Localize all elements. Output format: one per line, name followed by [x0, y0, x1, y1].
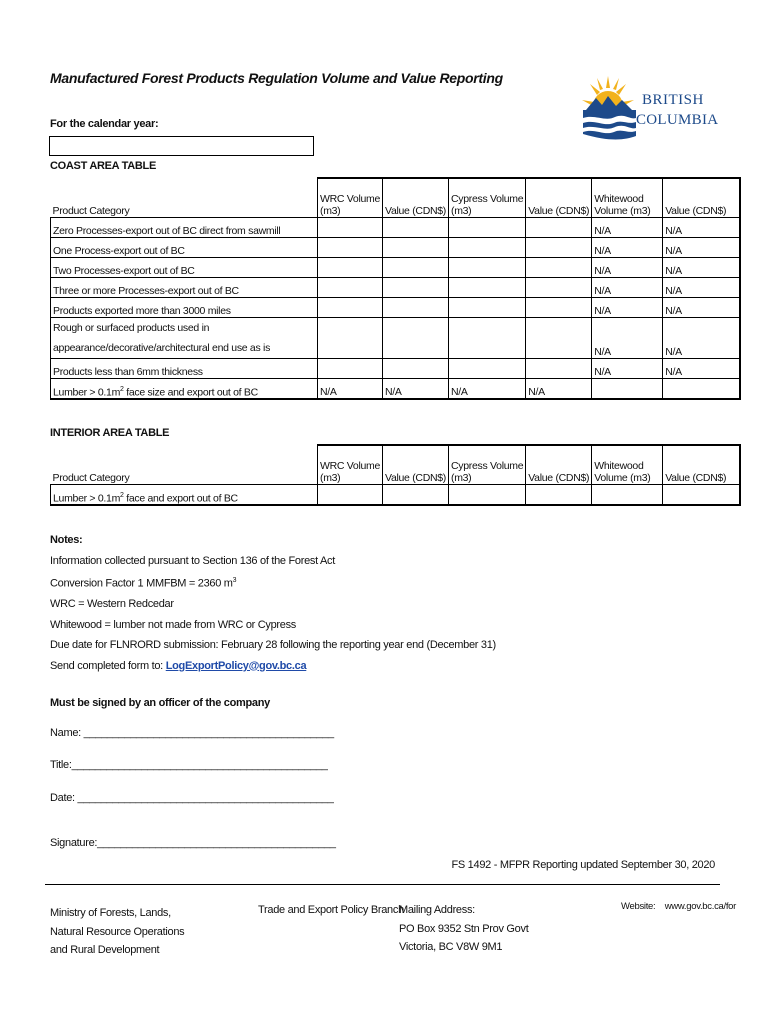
notes-heading: Notes:	[50, 534, 83, 546]
whitewood-volume-cell: N/A	[592, 298, 663, 318]
whitewood-volume-cell: N/A	[592, 318, 663, 359]
coast-header-row	[51, 178, 741, 218]
value-cell: N/A	[663, 318, 741, 359]
value-cell[interactable]	[526, 218, 592, 238]
name-field[interactable]: Name: ___________________________________________	[50, 727, 334, 739]
form-id: FS 1492 - MFPR Reporting updated September 30, 2020	[451, 859, 715, 871]
calendar-year-label: For the calendar year:	[50, 118, 159, 130]
header-product-category: Product Category	[51, 178, 318, 218]
wrc-volume-cell[interactable]	[318, 278, 383, 298]
table-row	[51, 218, 741, 238]
whitewood-volume-cell[interactable]	[592, 379, 663, 400]
whitewood-volume-cell: N/A	[592, 258, 663, 278]
header-value-1: Value (CDN$)	[383, 445, 449, 485]
value-cell: N/A	[383, 379, 449, 400]
value-cell[interactable]	[383, 318, 449, 359]
header-cypress-volume: Cypress Volume (m3)	[449, 445, 526, 485]
ministry-line: Ministry of Forests, Lands,	[50, 907, 171, 919]
value-cell: N/A	[663, 258, 741, 278]
website-label: Website:	[621, 901, 656, 912]
wrc-volume-cell[interactable]	[318, 238, 383, 258]
logo-text-columbia: COLUMBIA	[636, 112, 719, 128]
mailing-line: PO Box 9352 Stn Prov Govt	[399, 922, 529, 935]
value-cell[interactable]	[383, 359, 449, 379]
header-wrc-volume: WRC Volume (m3)	[318, 445, 383, 485]
signature-field[interactable]: Signature:_________________________________________	[50, 837, 336, 849]
value-cell[interactable]	[383, 298, 449, 318]
calendar-year-input[interactable]	[49, 136, 314, 156]
value-cell: N/A	[663, 218, 741, 238]
ministry-line: and Rural Development	[50, 944, 160, 956]
table-row	[51, 278, 741, 298]
value-cell[interactable]	[383, 218, 449, 238]
row-category: Three or more Processes-export out of BC	[51, 278, 318, 298]
row-category: Products exported more than 3000 miles	[51, 298, 318, 318]
table-row	[51, 298, 741, 318]
interior-area-table	[50, 444, 741, 506]
wrc-volume-cell[interactable]	[318, 298, 383, 318]
header-whitewood-volume: Whitewood Volume (m3)	[592, 445, 663, 485]
value-cell[interactable]	[526, 318, 592, 359]
value-cell[interactable]	[526, 278, 592, 298]
value-cell[interactable]	[526, 298, 592, 318]
header-value-2: Value (CDN$)	[526, 445, 592, 485]
table-row	[51, 359, 741, 379]
cypress-volume-cell[interactable]	[449, 218, 526, 238]
table-row	[51, 258, 741, 278]
value-cell: N/A	[663, 238, 741, 258]
notes-line: Send completed form to: LogExportPolicy@gov.bc.ca	[50, 659, 307, 672]
value-cell: N/A	[663, 278, 741, 298]
table-row	[51, 379, 741, 400]
cypress-volume-cell[interactable]	[449, 298, 526, 318]
mailing-line: Mailing Address:	[399, 904, 475, 916]
footer-divider	[45, 884, 720, 885]
mailing-address	[399, 901, 528, 957]
cypress-volume-cell[interactable]	[449, 485, 526, 506]
header-value-3: Value (CDN$)	[663, 445, 741, 485]
table-row	[51, 318, 741, 359]
header-value-1: Value (CDN$)	[383, 178, 449, 218]
page-title: Manufactured Forest Products Regulation Volume and Value Reporting	[50, 70, 503, 86]
website-block	[621, 898, 736, 917]
wrc-volume-cell[interactable]	[318, 359, 383, 379]
signing-heading: Must be signed by an officer of the company	[50, 697, 270, 709]
cypress-volume-cell[interactable]	[449, 359, 526, 379]
row-category: Rough or surfaced products used in appearance/decorative/architectural end use as is	[51, 318, 318, 359]
bc-logo	[580, 70, 719, 160]
notes-line: Whitewood = lumber not made from WRC or Cypress	[50, 618, 297, 631]
ministry-line: Natural Resource Operations	[50, 925, 185, 938]
header-product-category: Product Category	[51, 445, 318, 485]
wrc-volume-cell: N/A	[318, 379, 383, 400]
value-cell[interactable]	[526, 485, 592, 506]
value-cell[interactable]	[526, 258, 592, 278]
row-category: Lumber > $0.1m^2$ face and export out of BC	[51, 485, 318, 506]
value-cell[interactable]	[526, 238, 592, 258]
value-cell: N/A	[526, 379, 592, 400]
wrc-volume-cell[interactable]	[318, 218, 383, 238]
row-category: Products less than 6mm thickness	[51, 359, 318, 379]
date-field[interactable]: Date: ____________________________________________	[50, 792, 334, 804]
email-link[interactable]: LogExportPolicy@gov.bc.ca	[165, 659, 307, 672]
cypress-volume-cell[interactable]	[449, 258, 526, 278]
whitewood-volume-cell: N/A	[592, 359, 663, 379]
notes-line: Information collected pursuant to Section 136 of the Forest Act	[50, 554, 335, 567]
whitewood-volume-cell: N/A	[592, 218, 663, 238]
mailing-line: Victoria, BC V8W 9M1	[399, 941, 503, 953]
coast-area-table	[50, 177, 741, 400]
cypress-volume-cell[interactable]	[449, 238, 526, 258]
branch-name: Trade and Export Policy Branch	[258, 904, 404, 916]
whitewood-volume-cell: N/A	[592, 238, 663, 258]
header-value-3: Value (CDN$)	[663, 178, 741, 218]
wrc-volume-cell[interactable]	[318, 485, 383, 506]
value-cell[interactable]	[526, 359, 592, 379]
interior-section-title: INTERIOR AREA TABLE	[50, 427, 170, 439]
whitewood-volume-cell[interactable]	[592, 485, 663, 506]
row-category: Lumber > $0.1m^2$ face size and export out of BC	[51, 379, 318, 400]
header-wrc-volume: WRC Volume (m3)	[318, 178, 383, 218]
whitewood-volume-cell: N/A	[592, 278, 663, 298]
wrc-volume-cell[interactable]	[318, 318, 383, 359]
value-cell[interactable]	[383, 485, 449, 506]
cypress-volume-cell[interactable]	[449, 318, 526, 359]
header-whitewood-volume: Whitewood Volume (m3)	[592, 178, 663, 218]
notes-line: WRC = Western Redcedar	[50, 598, 174, 611]
header-value-2: Value (CDN$)	[526, 178, 592, 218]
logo-text-british: BRITISH	[642, 92, 704, 108]
wrc-volume-cell[interactable]	[318, 258, 383, 278]
value-cell[interactable]	[663, 485, 741, 506]
cypress-volume-cell: N/A	[449, 379, 526, 400]
value-cell: N/A	[663, 298, 741, 318]
website-link[interactable]: www.gov.bc.ca/for	[664, 901, 737, 912]
notes-line: Due date for FLNRORD submission: February 28 following the reporting year end (December 31)	[50, 639, 496, 652]
value-cell[interactable]	[383, 238, 449, 258]
value-cell[interactable]	[663, 379, 741, 400]
table-row	[51, 238, 741, 258]
header-cypress-volume: Cypress Volume (m3)	[449, 178, 526, 218]
row-category: Two Processes-export out of BC	[51, 258, 318, 278]
interior-header-row	[51, 445, 741, 485]
value-cell: N/A	[663, 359, 741, 379]
ministry-block	[50, 904, 184, 960]
table-row	[51, 485, 741, 506]
row-category: One Process-export out of BC	[51, 238, 318, 258]
value-cell[interactable]	[383, 258, 449, 278]
notes-section	[50, 530, 496, 676]
cypress-volume-cell[interactable]	[449, 278, 526, 298]
row-category: Zero Processes-export out of BC direct from sawmill	[51, 218, 318, 238]
title-field[interactable]: Title:____________________________________________	[50, 759, 328, 771]
value-cell[interactable]	[383, 278, 449, 298]
notes-line: Conversion Factor 1 MMFBM = 2360 $m^3$	[50, 577, 237, 590]
coast-section-title: COAST AREA TABLE	[50, 160, 157, 172]
